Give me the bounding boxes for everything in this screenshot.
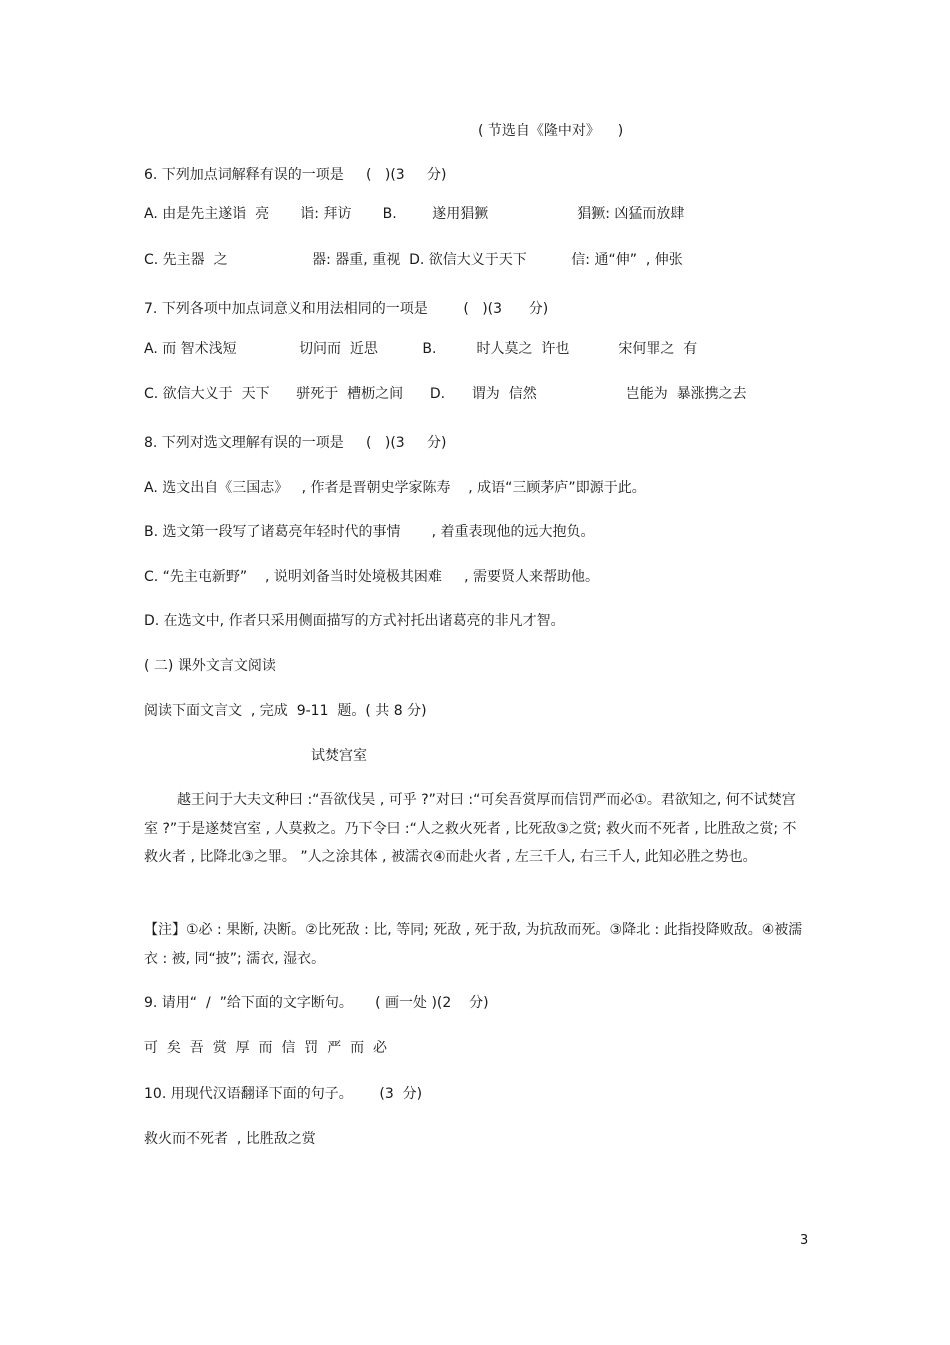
- page-number: 3: [800, 1233, 809, 1248]
- question-8-option-c: C. “先主屯新野” , 说明刘备当时处境极其困难 , 需要贤人来帮助他。: [144, 569, 600, 585]
- source-citation: ( 节选自《隆中对》 ): [478, 123, 624, 139]
- question-9-text: 可 矣 吾 赏 厚 而 信 罚 严 而 必: [144, 1040, 388, 1056]
- question-8-option-b: B. 选文第一段写了诸葛亮年轻时代的事情 , 着重表现他的远大抱负。: [144, 524, 595, 540]
- section-heading: ( 二) 课外文言文阅读: [144, 658, 276, 674]
- question-7-options-cd: C. 欲信大义于 天下 骈死于 槽枥之间 D. 谓为 信然 岂能为 暴涨携之去: [144, 386, 747, 402]
- question-7-stem: 7. 下列各项中加点词意义和用法相同的一项是 ( )(3 分): [144, 301, 549, 317]
- question-7-options-ab: A. 而 智术浅短 切问而 近思 B. 时人莫之 许也 宋何罪之 有: [144, 341, 698, 357]
- question-8-stem: 8. 下列对选文理解有误的一项是 ( )(3 分): [144, 435, 447, 451]
- question-6-options-ab: A. 由是先主遂诣 亮 诣: 拜访 B. 遂用猖獗 猖獗: 凶猛而放肆: [144, 206, 685, 222]
- question-9-stem: 9. 请用“ / ”给下面的文字断句。 ( 画一处 )(2 分): [144, 995, 489, 1011]
- question-6-stem: 6. 下列加点词解释有误的一项是 ( )(3 分): [144, 167, 447, 183]
- passage-notes: 【注】①必 : 果断, 决断。②比死敌 : 比, 等同; 死敌 , 死于敌, 为抗敌而死。③降北 : 此指投降败敌。④被濡衣 : 被, 同“披”; 濡衣, 湿衣。: [144, 922, 803, 967]
- question-10-stem: 10. 用现代汉语翻译下面的句子。 (3 分): [144, 1086, 423, 1102]
- question-6-options-cd: C. 先主器 之 器: 器重, 重视 D. 欲信大义于天下 信: 通“伸” , 伸张: [144, 252, 683, 268]
- question-8-option-d: D. 在选文中, 作者只采用侧面描写的方式衬托出诸葛亮的非凡才智。: [144, 613, 565, 629]
- passage-body: 越王问于大夫文种曰 :“吾欲伐吴 , 可乎 ?”对曰 :“可矣吾赏厚而信罚严而必①。君欲知之, 何不试焚宫室 ?”于是遂焚宫室 , 人莫救之。乃下令曰 :“人之救火死者 , 比死敌③之赏; 救火而不死者 , 比胜敌之赏; 不救火者 , 比降北③之罪。 ”人之涂其体 , 被濡衣④而赴火者 , 左三千人, 右三千人, 此知必胜之势也。: [144, 792, 797, 865]
- reading-instruction: 阅读下面文言文 , 完成 9-11 题。( 共 8 分): [144, 703, 427, 719]
- passage-title: 试焚宫室: [311, 748, 367, 764]
- question-8-option-a: A. 选文出自《三国志》 , 作者是晋朝史学家陈寿 , 成语“三顾茅庐”即源于此。: [144, 480, 646, 496]
- question-10-text: 救火而不死者 , 比胜敌之赏: [144, 1131, 316, 1147]
- passage-text: [144, 786, 809, 872]
